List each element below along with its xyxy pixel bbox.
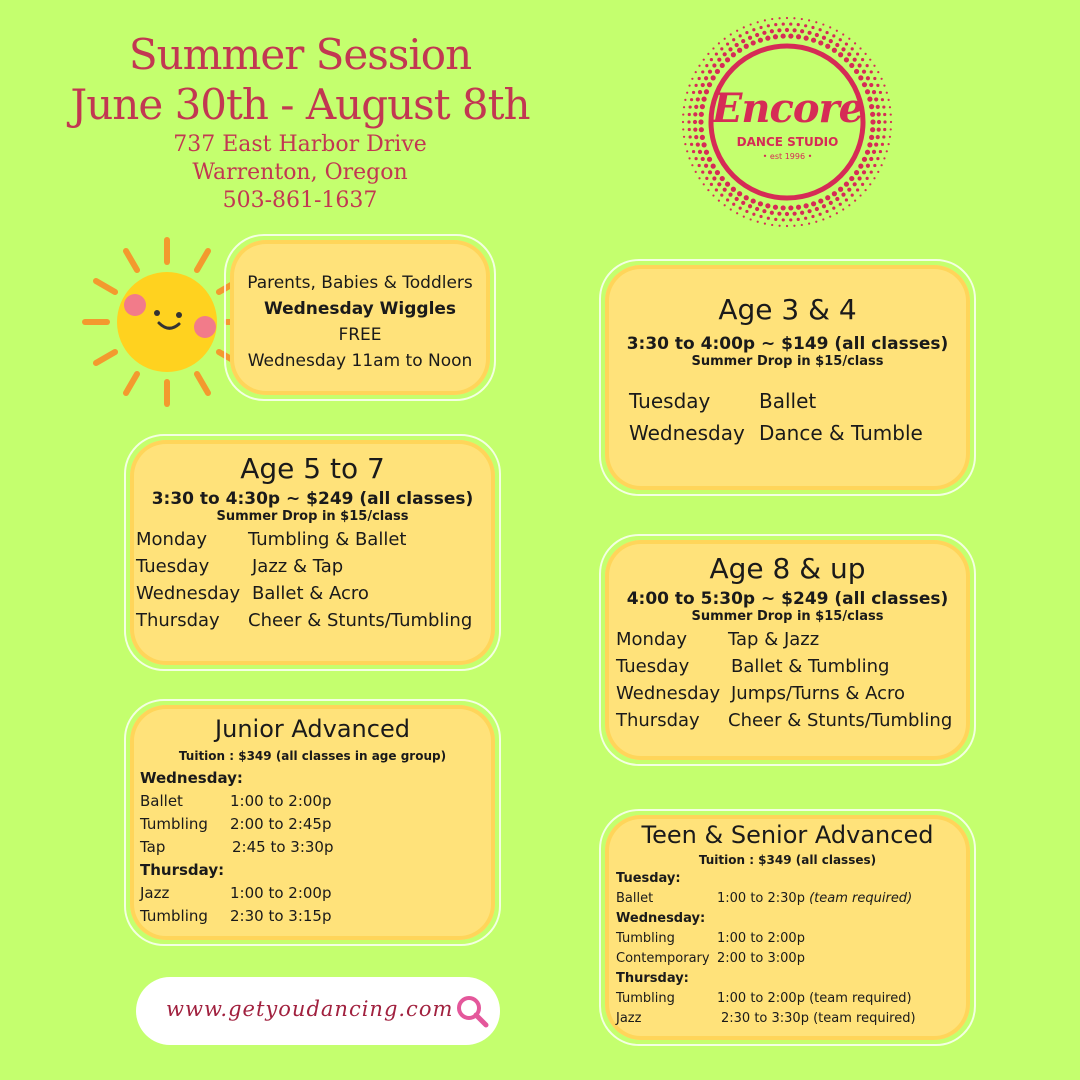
- logo-name: Encore: [711, 85, 864, 132]
- age-3-4-title: Age 3 & 4: [718, 293, 857, 326]
- list-item: Thursday Cheer & Stunts/Tumbling: [136, 610, 473, 631]
- teen-wednesday-heading: Wednesday:: [616, 911, 706, 926]
- age-5-7-dropin: Summer Drop in $15/class: [216, 509, 409, 524]
- junior-title: Junior Advanced: [215, 715, 410, 743]
- list-item: Contemporary 2:00 to 3:00p: [616, 951, 805, 966]
- list-item: Tuesday Jazz & Tap: [136, 556, 344, 577]
- card-age-5-7: [130, 440, 495, 665]
- list-item: Tap 2:45 to 3:30p: [140, 838, 334, 856]
- age-5-7-title: Age 5 to 7: [240, 452, 385, 485]
- list-item: Monday Tumbling & Ballet: [136, 529, 407, 550]
- babies-time: Wednesday 11am to Noon: [247, 351, 473, 371]
- age-8-title: Age 8 & up: [709, 552, 866, 585]
- age-3-4-price: 3:30 to 4:00p ~ $149 (all classes): [626, 334, 949, 354]
- junior-thursday-heading: Thursday:: [140, 861, 225, 879]
- logo-subtitle: DANCE STUDIO: [736, 135, 839, 149]
- studio-logo: [680, 15, 895, 230]
- address-street: 737 East Harbor Drive: [173, 132, 427, 157]
- teen-tuesday-heading: Tuesday:: [616, 871, 681, 886]
- list-item: Tuesday Ballet: [629, 389, 817, 413]
- website-search-bar[interactable]: [136, 977, 500, 1045]
- session-dates: June 30th - August 8th: [70, 80, 530, 129]
- card-age-3-4: [605, 265, 970, 490]
- card-junior-advanced: [130, 705, 495, 940]
- card-age-8-up: [605, 540, 970, 760]
- list-item: Ballet 1:00 to 2:00p: [140, 792, 332, 810]
- list-item: Tuesday Ballet & Tumbling: [616, 656, 890, 677]
- age-3-4-dropin: Summer Drop in $15/class: [691, 354, 884, 369]
- phone-number: 503-861-1637: [222, 188, 378, 213]
- logo-est: • est 1996 •: [762, 152, 813, 161]
- babies-price: FREE: [338, 325, 382, 345]
- babies-class-name: Wednesday Wiggles: [263, 299, 457, 319]
- list-item: Ballet 1:00 to 2:30p (team required): [616, 891, 913, 906]
- list-item: Tumbling 1:00 to 2:00p: [616, 931, 805, 946]
- teen-thursday-heading: Thursday:: [616, 971, 689, 986]
- age-5-7-price: 3:30 to 4:30p ~ $249 (all classes): [151, 489, 474, 509]
- list-item: Jazz 2:30 to 3:30p (team required): [616, 1011, 916, 1026]
- list-item: Tumbling 2:30 to 3:15p: [140, 907, 332, 925]
- list-item: Wednesday Dance & Tumble: [629, 421, 923, 445]
- list-item: Wednesday Jumps/Turns & Acro: [616, 683, 906, 704]
- list-item: Jazz 1:00 to 2:00p: [140, 884, 332, 902]
- session-title: Summer Session: [128, 30, 472, 79]
- address-city: Warrenton, Oregon: [192, 160, 408, 185]
- junior-tuition: Tuition : $349 (all classes in age group): [178, 749, 447, 763]
- babies-heading: Parents, Babies & Toddlers: [247, 273, 473, 293]
- junior-wednesday-heading: Wednesday:: [140, 769, 243, 787]
- list-item: Thursday Cheer & Stunts/Tumbling: [616, 710, 953, 731]
- teen-tuition: Tuition : $349 (all classes): [698, 853, 877, 867]
- age-8-dropin: Summer Drop in $15/class: [691, 609, 884, 624]
- list-item: Monday Tap & Jazz: [616, 629, 820, 650]
- search-icon[interactable]: [454, 993, 490, 1033]
- website-url-link[interactable]: www.getyoudancing.com: [166, 997, 454, 1021]
- age-8-price: 4:00 to 5:30p ~ $249 (all classes): [626, 589, 949, 609]
- card-babies: [230, 240, 490, 395]
- list-item: Wednesday Ballet & Acro: [136, 583, 369, 604]
- card-teen-senior-advanced: [605, 815, 970, 1040]
- teen-title: Teen & Senior Advanced: [641, 821, 934, 849]
- list-item: Tumbling 1:00 to 2:00p (team required): [616, 991, 912, 1006]
- list-item: Tumbling 2:00 to 2:45p: [140, 815, 332, 833]
